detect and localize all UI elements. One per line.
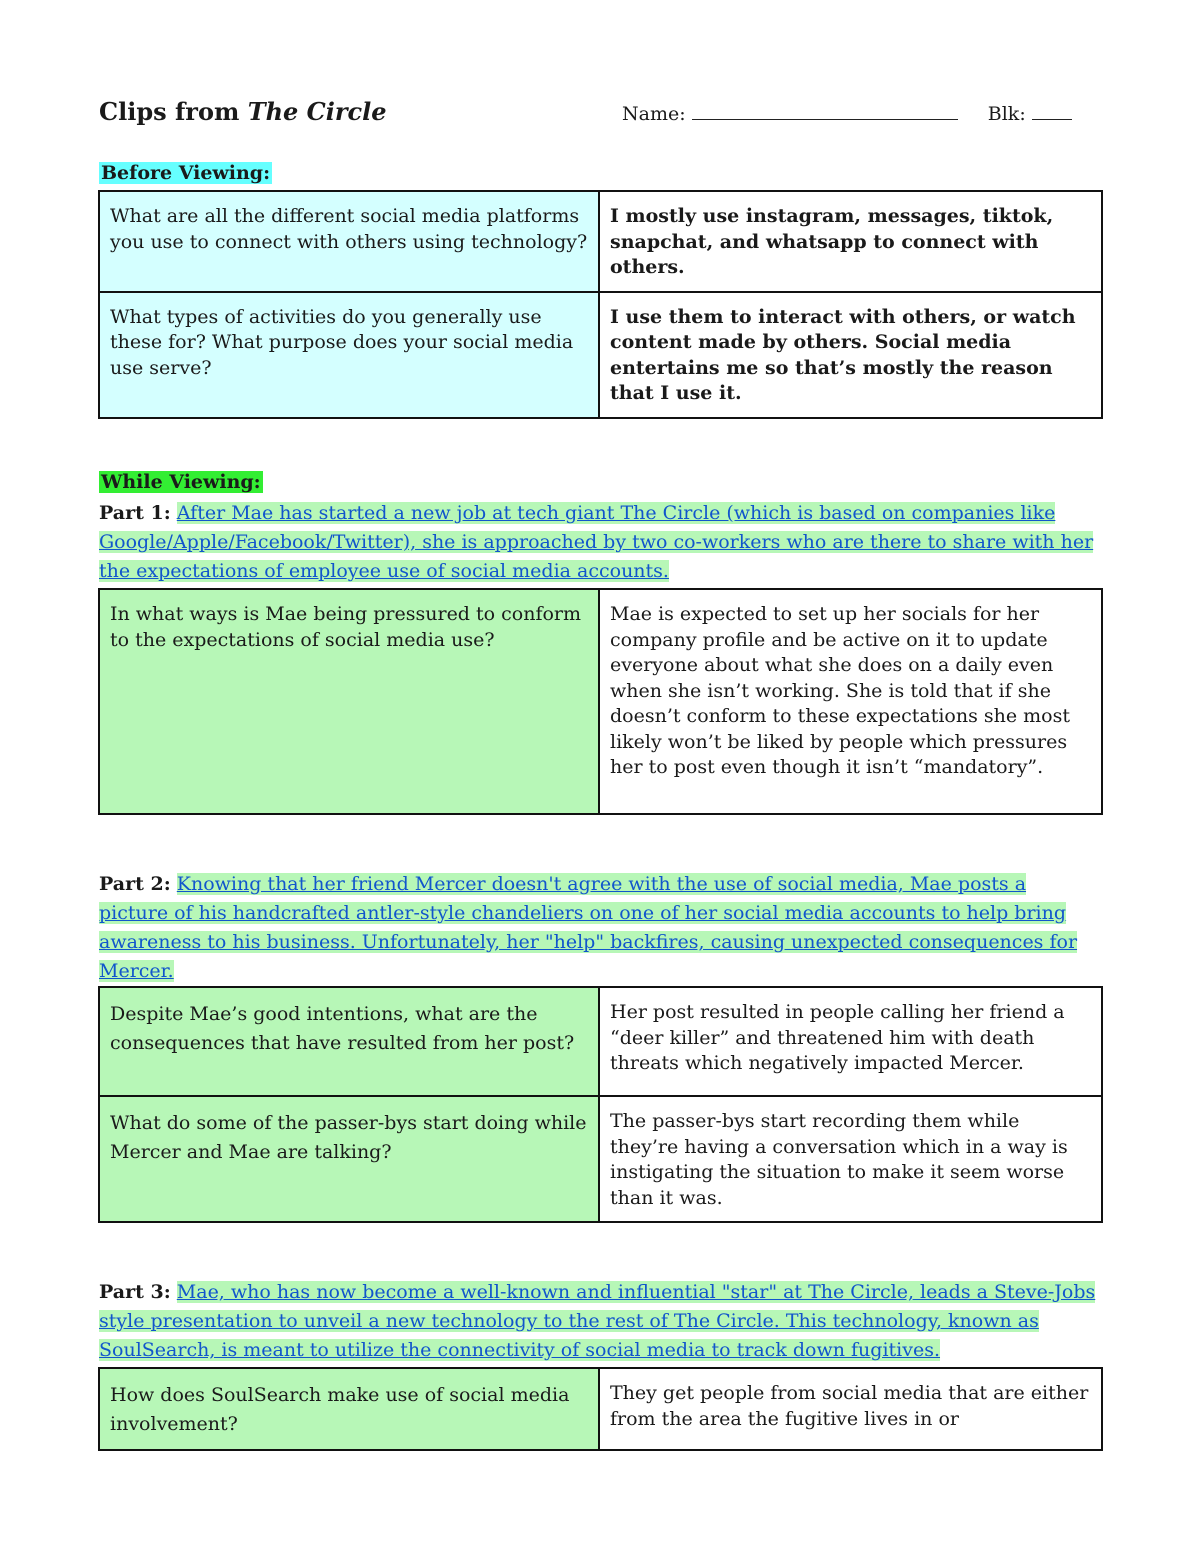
answer-cell[interactable]: They get people from social media that are either from the area the fugitive lives in or — [599, 1368, 1102, 1450]
name-blk-line — [622, 103, 1072, 125]
table-row — [99, 987, 1102, 1096]
blk-label: Blk: — [987, 103, 1026, 125]
table-row — [99, 292, 1102, 418]
before-viewing-table — [98, 190, 1103, 419]
part-label: Part 2: — [99, 873, 171, 895]
title-italic: The Circle — [247, 97, 387, 126]
table-row — [99, 191, 1102, 292]
part-1-prompt — [99, 499, 1099, 586]
question-cell: Despite Mae’s good intentions, what are the consequences that have resulted from her post? — [99, 987, 599, 1096]
question-cell: How does SoulSearch make use of social media involvement? — [99, 1368, 599, 1450]
question-cell: In what ways is Mae being pressured to conform to the expectations of social media use? — [99, 589, 599, 814]
part-label: Part 1: — [99, 502, 171, 524]
before-viewing-heading: Before Viewing: — [101, 162, 271, 184]
part-3-prompt — [99, 1278, 1099, 1365]
page-title — [99, 97, 387, 126]
answer-cell[interactable]: The passer-bys start recording them while they’re having a conversation which in a way is instigating the situation to make it seem worse than it was. — [599, 1096, 1102, 1222]
part-1-link[interactable]: After Mae has started a new job at tech giant The Circle (which is based on companies like Google/Apple/Facebook/Twitter), she is approached by two co-workers who are there to share with her the expectations of employee use of social media accounts. — [99, 502, 1094, 582]
answer-cell[interactable]: I mostly use instagram, messages, tiktok, snapchat, and whatsapp to connect with others. — [599, 191, 1102, 292]
answer-cell[interactable]: Mae is expected to set up her socials for her company profile and be active on it to update everyone about what she does on a daily even when she isn’t working. She is told that if she doesn’t conform to these expectations she most likely won’t be liked by people which pressures her to post even though it isn’t “mandatory”. — [599, 589, 1102, 814]
answer-cell[interactable]: Her post resulted in people calling her friend a “deer killer” and threatened him with death threats which negatively impacted Mercer. — [599, 987, 1102, 1096]
blk-field[interactable] — [1032, 118, 1072, 120]
question-cell: What do some of the passer-bys start doing while Mercer and Mae are talking? — [99, 1096, 599, 1222]
part-2-prompt — [99, 870, 1099, 986]
part-2-table — [98, 986, 1103, 1223]
table-row — [99, 589, 1102, 814]
table-row — [99, 1368, 1102, 1450]
title-prefix: Clips from — [99, 97, 248, 126]
part-2-link[interactable]: Knowing that her friend Mercer doesn't agree with the use of social media, Mae posts a picture of his handcrafted antler-style chandeliers on one of her social media accounts to help bring awareness to his business. Unfortunately, her "help" backfires, causing unexpected consequences for Mercer. — [99, 873, 1078, 982]
answer-cell[interactable]: I use them to interact with others, or watch content made by others. Social media entertains me so that’s mostly the reason that I use it. — [599, 292, 1102, 418]
part-1-table — [98, 588, 1103, 815]
while-viewing-heading: While Viewing: — [101, 471, 261, 493]
question-cell: What types of activities do you generally use these for? What purpose does your social media use serve? — [99, 292, 599, 418]
part-label: Part 3: — [99, 1281, 171, 1303]
name-label: Name: — [622, 103, 686, 125]
table-row — [99, 1096, 1102, 1222]
part-3-link[interactable]: Mae, who has now become a well-known and influential "star" at The Circle, leads a Steve-Jobs style presentation to unveil a new technology to the rest of The Circle. This technology, known as SoulSearch, is meant to utilize the connectivity of social media to track down fugitives. — [99, 1281, 1096, 1361]
question-cell: What are all the different social media platforms you use to connect with others using technology? — [99, 191, 599, 292]
part-3-table — [98, 1367, 1103, 1451]
name-field[interactable] — [692, 118, 958, 120]
